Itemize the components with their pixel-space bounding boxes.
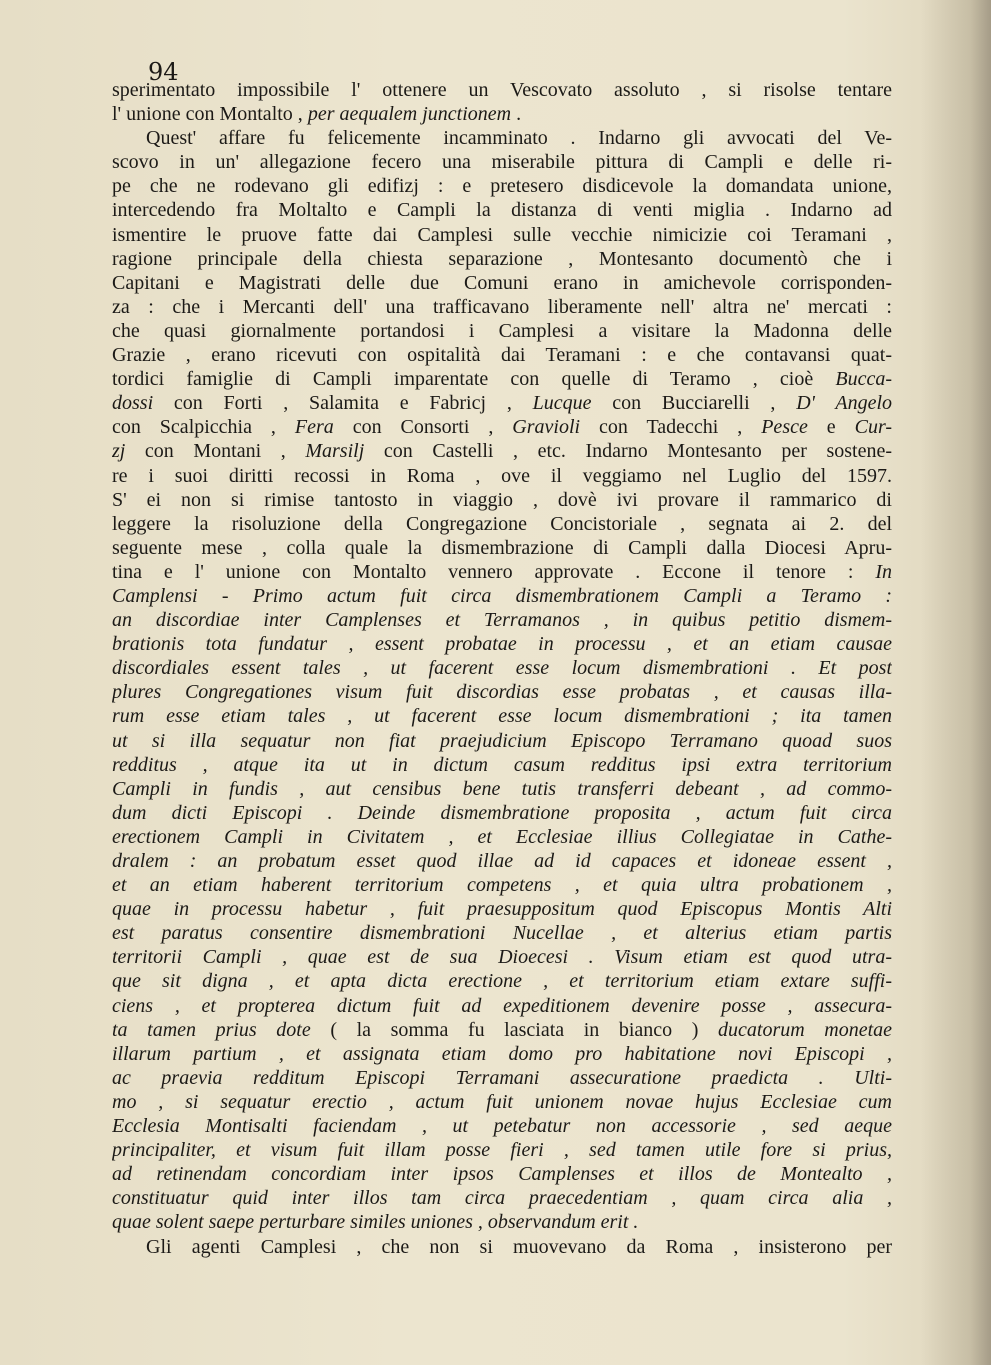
- italic-text: territorii Campli , quae est de sua Dioecesi . Visum etiam est quod utra-: [112, 946, 892, 969]
- italic-text: dralem : an probatum esset quod illae ad id capaces et idoneae essent ,: [112, 850, 892, 872]
- italic-text: redditus , atque ita ut in dictum casum redditus ipsi extra territorium: [112, 753, 892, 776]
- page-edge-shadow: [921, 0, 991, 1365]
- text-line: [112, 1210, 892, 1234]
- roman-text: Quest' affare fu felicemente incamminato . Indarno gli avvocati del Ve-: [146, 127, 892, 150]
- roman-text: Grazie , erano ricevuti con ospitalità dai Teramani : e che contavansi quat-: [112, 344, 892, 367]
- body-text: [112, 78, 892, 1259]
- italic-text: Fera: [294, 416, 334, 439]
- text-line: [112, 271, 892, 295]
- text-line: [112, 945, 892, 969]
- roman-text: con Bucciarelli ,: [591, 392, 797, 415]
- italic-text: brationis tota fundatur , essent probatae in processu , et an etiam causae: [112, 633, 892, 656]
- text-line: [112, 680, 892, 704]
- italic-text: dossi: [112, 392, 154, 415]
- italic-text: Camplensi - Primo actum fuit circa dismembrationem Campli a Teramo :: [112, 584, 892, 607]
- roman-text: ragione principale della chiesta separazione , Montesanto documentò che i: [112, 247, 892, 270]
- text-line: [112, 439, 892, 463]
- text-line: [112, 1018, 892, 1042]
- text-line: [112, 1235, 892, 1259]
- italic-text: per aequalem junctionem: [307, 103, 512, 126]
- text-line: [112, 415, 892, 439]
- text-line: [112, 608, 892, 632]
- text-line: [112, 994, 892, 1018]
- page-number: 94: [148, 58, 179, 86]
- text-line: [112, 801, 892, 825]
- roman-text: za : che i Mercanti dell' una trafficavano liberamente nell' altra ne' mercati :: [112, 295, 892, 318]
- text-line: [112, 825, 892, 849]
- roman-text: scovo in un' allegazione fecero una miserabile pittura di Campli e delle ri-: [112, 151, 892, 174]
- text-line: [112, 343, 892, 367]
- italic-text: ad retinendam concordiam inter ipsos Camplenses et illos de Montealto ,: [112, 1163, 892, 1186]
- roman-text: ismentire le pruove fatte dai Camplesi sulle vecchie nimicizie coi Teramani ,: [112, 223, 892, 246]
- italic-text: Bucca-: [835, 368, 892, 391]
- roman-text: con Montani ,: [125, 440, 306, 463]
- text-line: [112, 295, 892, 319]
- text-line: [112, 512, 892, 536]
- italic-text: est paratus consentire dismembrationi Nucellae , et alterius etiam partis: [112, 922, 892, 945]
- roman-text: seguente mese , colla quale la dismembrazione di Campli dalla Diocesi Apru-: [112, 536, 892, 559]
- italic-text: Ecclesia Montisalti faciendam , ut petebatur non accessorie , sed aeque: [112, 1115, 892, 1138]
- italic-text: principaliter, et visum fuit illam posse fieri , sed tamen utile fore si prius,: [112, 1139, 892, 1162]
- text-line: [112, 150, 892, 174]
- text-line: [112, 367, 892, 391]
- roman-text: tordici famiglie di Campli imparentate con quelle di Teramo , cioè: [112, 368, 836, 391]
- text-line: [112, 391, 892, 415]
- italic-text: dum dicti Episcopi . Deinde dismembratione proposita , actum fuit circa: [112, 801, 892, 824]
- text-line: [112, 223, 892, 247]
- text-line: [112, 969, 892, 993]
- roman-text: intercedendo fra Moltalto e Campli la distanza di venti miglia . Indarno ad: [112, 199, 892, 222]
- text-line: [112, 488, 892, 512]
- roman-text: re i suoi diritti recossi in Roma , ove il veggiamo nel Luglio del 1597.: [112, 464, 892, 487]
- text-line: [112, 560, 892, 584]
- roman-text: e: [807, 416, 855, 439]
- text-line: [112, 126, 892, 150]
- text-line: [112, 704, 892, 728]
- roman-text: l' unione con Montalto ,: [112, 103, 308, 126]
- italic-text: Gravioli: [512, 416, 581, 439]
- italic-text: plures Congregationes visum fuit discordias esse probatas , et causas illa-: [112, 681, 892, 704]
- roman-text: con Scalpicchia ,: [112, 416, 295, 439]
- italic-text: zj: [112, 440, 126, 463]
- text-line: [112, 536, 892, 560]
- roman-text: sperimentato impossibile l' ottenere un Vescovato assoluto , si risolse tentare: [112, 79, 892, 101]
- text-line: [112, 897, 892, 921]
- text-line: [112, 1066, 892, 1090]
- italic-text: que sit digna , et apta dicta erectione , et territorium etiam extare suffi-: [112, 970, 892, 993]
- text-line: [112, 656, 892, 680]
- italic-text: mo , si sequatur erectio , actum fuit unionem novae hujus Ecclesiae cum: [112, 1090, 892, 1113]
- text-line: [112, 1162, 892, 1186]
- roman-text: Capitani e Magistrati delle due Comuni erano in amichevole corrisponden-: [112, 271, 892, 294]
- text-line: [112, 873, 892, 897]
- italic-text: constituatur quid inter illos tam circa praecedentiam , quam circa alia ,: [112, 1187, 892, 1210]
- text-line: [112, 1114, 892, 1138]
- roman-text: con Castelli , etc. Indarno Montesanto per sostene-: [364, 440, 892, 463]
- italic-text: quae in processu habetur , fuit praesuppositum quod Episcopus Montis Alti: [112, 898, 892, 921]
- roman-text: che quasi giornalmente portandosi i Camplesi a visitare la Madonna delle: [112, 319, 892, 342]
- text-line: [112, 753, 892, 777]
- roman-text: Gli agenti Camplesi , che non si muovevano da Roma , insisterono per: [146, 1235, 892, 1258]
- text-line: [112, 849, 892, 873]
- italic-text: rum esse etiam tales , ut facerent esse locum dismembrationi ; ita tamen: [112, 705, 892, 728]
- text-line: [112, 464, 892, 488]
- italic-text: quae solent saepe perturbare similes uniones , observandum erit .: [112, 1211, 639, 1234]
- italic-text: et an etiam haberent territorium competens , et quia ultra probationem ,: [112, 874, 892, 897]
- text-line: [112, 198, 892, 222]
- italic-text: D' Angelo: [796, 392, 892, 415]
- text-line: [112, 729, 892, 753]
- text-line: [112, 1042, 892, 1066]
- italic-text: ut si illa sequatur non fiat praejudicium Episcopo Terramano quoad suos: [112, 729, 892, 752]
- italic-text: Cur-: [854, 416, 892, 439]
- italic-text: Lucque: [532, 392, 592, 415]
- text-line: [112, 632, 892, 656]
- roman-text: .: [511, 103, 522, 126]
- roman-text: S' ei non si rimise tantosto in viaggio , dovè ivi provare il rammarico di: [112, 488, 892, 511]
- text-line: [112, 584, 892, 608]
- italic-text: Pesce: [761, 416, 808, 439]
- italic-text: Marsilj: [305, 440, 365, 463]
- roman-text: con Tadecchi ,: [580, 416, 762, 439]
- italic-text: ta tamen prius dote: [112, 1018, 311, 1041]
- roman-text: leggere la risoluzione della Congregazione Concistoriale , segnata ai 2. del: [112, 512, 892, 535]
- italic-text: ducatorum monetae: [718, 1018, 892, 1041]
- roman-text: ( la somma fu lasciata in bianco ): [310, 1018, 719, 1041]
- italic-text: ciens , et propterea dictum fuit ad expeditionem devenire posse , assecura-: [112, 994, 892, 1017]
- text-line: [112, 921, 892, 945]
- text-line: [112, 1138, 892, 1162]
- roman-text: con Forti , Salamita e Fabricj ,: [153, 392, 533, 415]
- italic-text: Campli in fundis , aut censibus bene tutis transferri debeant , ad commo-: [112, 777, 892, 800]
- text-line: [112, 247, 892, 271]
- text-line: [112, 102, 892, 126]
- italic-text: an discordiae inter Camplenses et Terramanos , in quibus petitio dismem-: [112, 609, 892, 632]
- text-line: [112, 319, 892, 343]
- roman-text: con Consorti ,: [333, 416, 513, 439]
- italic-text: In: [875, 560, 892, 583]
- text-line: [112, 777, 892, 801]
- italic-text: illarum partium , et assignata etiam domo pro habitatione novi Episcopi ,: [112, 1042, 892, 1065]
- italic-text: discordiales essent tales , ut facerent esse locum dismembrationi . Et post: [112, 657, 892, 680]
- text-line: [112, 78, 892, 102]
- text-line: [112, 1186, 892, 1210]
- italic-text: erectionem Campli in Civitatem , et Ecclesiae illius Collegiatae in Cathe-: [112, 825, 892, 848]
- text-line: [112, 1090, 892, 1114]
- text-line: [112, 174, 892, 198]
- roman-text: pe che ne rodevano gli edifizj : e pretesero disdicevole la domandata unione,: [112, 175, 892, 198]
- italic-text: ac praevia redditum Episcopi Terramani assecuratione praedicta . Ulti-: [112, 1066, 892, 1089]
- roman-text: tina e l' unione con Montalto vennero approvate . Eccone il tenore :: [112, 560, 876, 583]
